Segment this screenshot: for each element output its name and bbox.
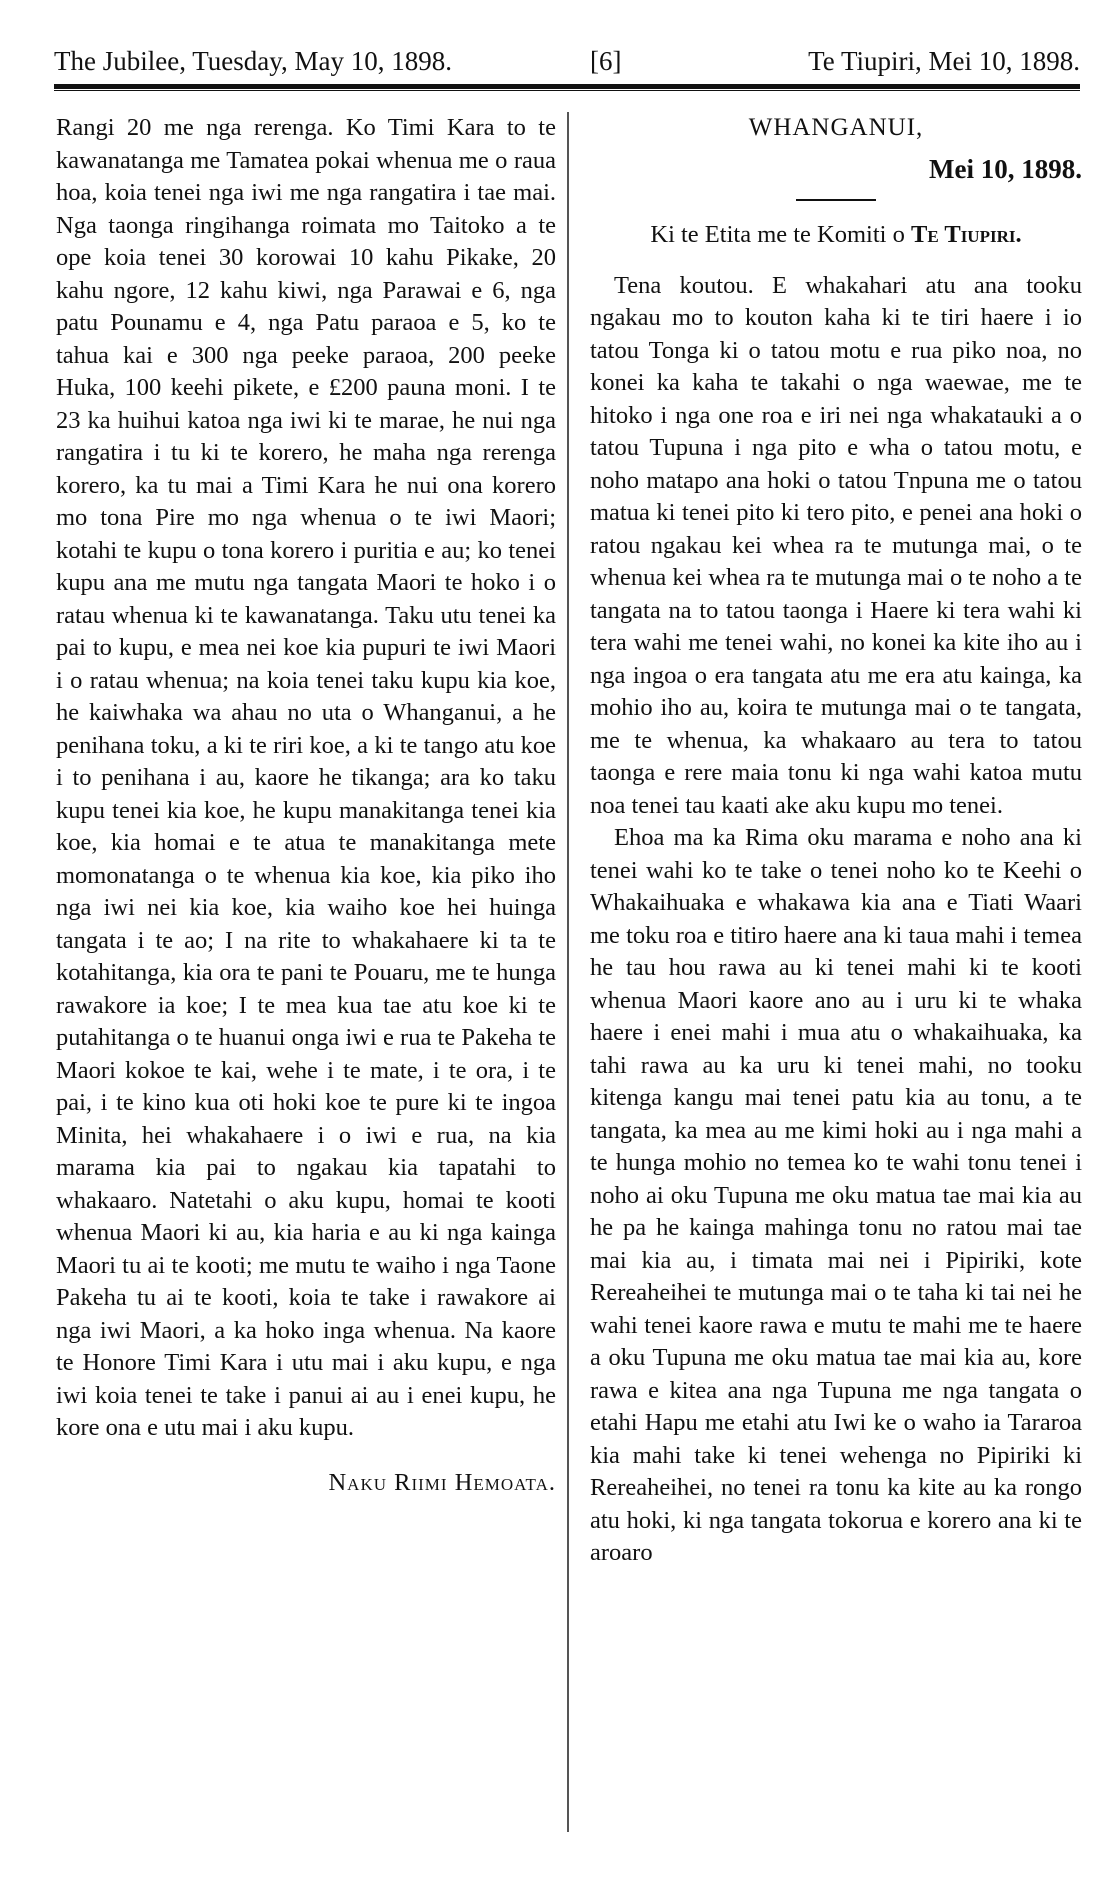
- left-column: [56, 112, 556, 1499]
- letter-paragraph-1: Tena koutou. E whakahari atu ana tooku ngakau mo to kouton kaha ki te tiri haere i io tatou Tonga ki o tatou motu e rua piko noa, no konei ka kaha te takahi o nga waewae, me te hitoko i nga one roa e iri nei nga whakatauki a o tatou Tupuna i nga pito e wha o tatou motu, e noho matapo ana hoki o tatou Tnpuna me o tatou matua ki tenei pito ki tero pito, e penei ana hoki o ratou ngakau kei whea ra te mutunga mai, o te whenua kei whea ra te mutunga mai o te noho a te tangata na to tatou taonga i Haere ki tera wahi ki tera wahi me tenei wahi, no konei ka kite iho au i nga ingoa o era tangata atu me era atu kainga, ka mohio iho au, koira te mutunga mai o te tangata, me te whenua, ka whakaaro au tera to tatou taonga e rere maia tonu ki nga wahi katoa mutu noa tenei tau kaati ake aku kupu mo tenei.: [590, 271, 1082, 819]
- header-right-title: Te Tiupiri, Mei 10, 1898.: [808, 46, 1080, 76]
- addressee-name: Te Tiupiri.: [910, 221, 1022, 248]
- column-divider: [567, 112, 569, 1832]
- header-left-title: The Jubilee, Tuesday, May 10, 1898.: [54, 46, 452, 76]
- short-rule: [796, 199, 876, 201]
- left-article-text: Rangi 20 me nga rerenga. Ko Timi Kara to te kawanatanga me Tamatea pokai whenua me o raua hoa, koia tenei nga iwi me nga rangatira i tae mai. Nga taonga ringihanga roimata mo Taitoko a te ope koia tenei 30 korowai 10 kahu Pikake, 20 kahu ngore, 12 kahu kiwi, nga Parawai e 6, nga patu Pounamu e 4, nga Patu paraoa e 5, ko te tahua kai e 300 nga peeke paraoa, 200 peeke Huka, 100 keehi pikete, e £200 pauna moni. I te 23 ka huihui katoa nga iwi ki te marae, he nui nga rangatira i tu ki te korero, he maha nga rerenga korero, ka tu mai a Timi Kara he nui ona korero mo tona Pire mo nga whenua o te iwi Maori; kotahi te kupu o tona korero i puritia e au; ko tenei kupu ana me mutu nga tangata Maori te hoko i o ratau whenua ki te kawanatanga. Taku utu tenei ka pai to kupu, e mea nei koe kia pupuri te iwi Maori i o ratau whenua; na koia tenei taku kupu kia koe, he kaiwhaka wa ahau no uta o Whanganui, a he penihana toku, a ki te riri koe, a ki te tango atu koe i to penihana i au, kaore he tikanga; ara ko taku kupu tenei kia koe, he kupu manakitanga tenei kia koe, kia homai e te atua te manakitanga mete momonatanga o te whenua kia koe, kia piko iho nga iwi nei kia koe, kia waiho koe hei huinga tangata i te ao; I na rite to whakahaere ki ta te kotahitanga, kia ora te pani te Pouaru, me te hunga rawakore ia koe; I te mea kua tae atu koe ki te putahitanga o te huanui onga iwi e rua te Pakeha te Maori kokoe te kai, wehe i te mate, i te ora, i te pai, i te kino kua oti hoki koe te pure ki te ingoa Minita, hei whakahaere i o iwi e rua, na kia marama kia pai to ngakau kia tapatahi to whakaaro. Natetahi o aku kupu, homai te kooti whenua Maori ki au, kia haria e au ki nga kainga Maori tu ai te kooti; me mutu te waiho i nga Taone Pakeha tu ai te kooti, koia te take i rawakore ai nga iwi Maori, a ka hoko inga whenua. Na kaore te Honore Timi Kara i utu mai i aku kupu, e nga iwi koia tenei te take i panui ai au i enei kupu, he kore ona e utu mai i aku kupu.: [56, 114, 556, 1441]
- letter-date: Mei 10, 1898.: [929, 153, 1082, 184]
- letter-place: WHANGANUI,: [748, 114, 924, 141]
- page-header: [54, 46, 1080, 82]
- signature: Naku Riimi Hemoata.: [328, 1468, 556, 1496]
- addressee-prefix: Ki te Etita me te Komiti o: [650, 221, 905, 248]
- header-rule: [54, 84, 1080, 89]
- right-column: [590, 112, 1082, 1570]
- header-rule-thin: [54, 90, 1080, 91]
- letter-addressee: [590, 219, 1082, 252]
- header-page-number: [6]: [590, 46, 622, 76]
- letter-paragraph-2: Ehoa ma ka Rima oku marama e noho ana ki tenei wahi ko te take o tenei noho ko te Keehi o Whakaihuaka e whakawa kia ana e Tiati Waari me toku roa e titiro haere ana ki taua mahi i temea he tau hou rawa au ki tenei mahi ki te kooti whenua Maori kaore ano au i uru ki te whaka haere i enei mahi i mua atu o whakaihuaka, ka tahi rawa au ka uru ki tenei mahi, no tooku kitenga kangu mai tenei patu kia au tonu, a te tangata, ka mea au me kimi hoki au i nga mahi a te hunga mohio no temea ko te wahi tonu tenei i noho ai oku Tupuna me oku matua tae mai kia au he pa he kainga mahinga tonu no ratou mai tae mai kia au, i timata mai nei i Pipiriki, kote Rereaheihei te mutunga mai o te taha ki tai nei he wahi tenei kaore rawa e mutu te mahi me te haere a oku Tupuna me oku matua tae mai kia au, kore rawa e kitea ana nga Tupuna me nga tangata o etahi Hapu me etahi atu Iwi ke o waho ia Tararoa kia mahi take ki tenei wehenga no Pipiriki ki Rereaheihei, no tenei ra tonu ka kite au ka rongo atu hoki, ki nga tangata tokorua e korero ana ki te aroaro: [590, 824, 1082, 1566]
